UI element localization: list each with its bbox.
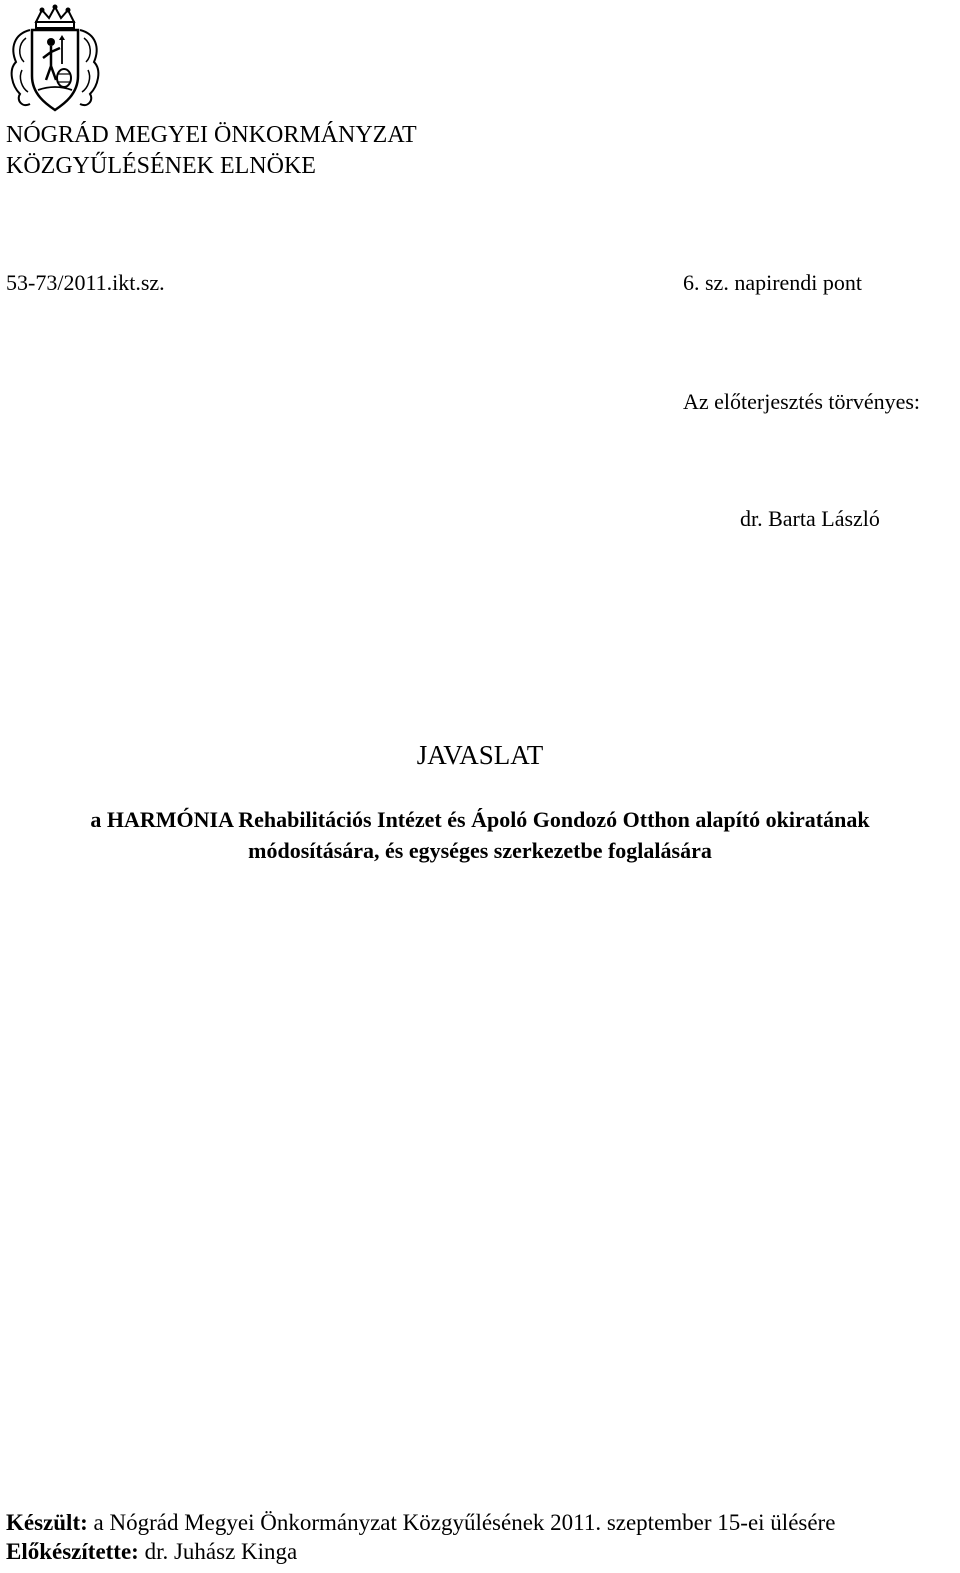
prepared-by-line [6,1538,297,1566]
proposal-subject [0,804,960,866]
agenda-item: 6. sz. napirendi pont [683,270,863,295]
author-label: Előkészítette: [6,1539,139,1564]
proposal-subject-line-2: módosítására, és egységes szerkezetbe foglalására [248,838,712,863]
prepared-for-line [6,1509,835,1537]
legality-label: Az előterjesztés törvényes: [683,389,921,414]
prepared-value: a Nógrád Megyei Önkormányzat Közgyűlésének 2011. szeptember 15-ei ülésére [87,1510,836,1535]
issuer-line-1: NÓGRÁD MEGYEI ÖNKORMÁNYZAT [6,122,417,148]
registration-number: 53-73/2011.ikt.sz. [6,270,165,295]
prepared-label: Készült: [6,1510,88,1535]
county-coat-of-arms-icon [6,4,104,114]
document-title: JAVASLAT [416,740,544,770]
presenter-name: dr. Barta László [740,506,880,531]
author-value: dr. Juhász Kinga [138,1539,298,1564]
proposal-subject-line-1: a HARMÓNIA Rehabilitációs Intézet és Ápoló Gondozó Otthon alapító okiratának [90,807,870,832]
issuer-line-2: KÖZGYŰLÉSÉNEK ELNÖKE [6,153,316,179]
issuer-block [6,120,417,182]
